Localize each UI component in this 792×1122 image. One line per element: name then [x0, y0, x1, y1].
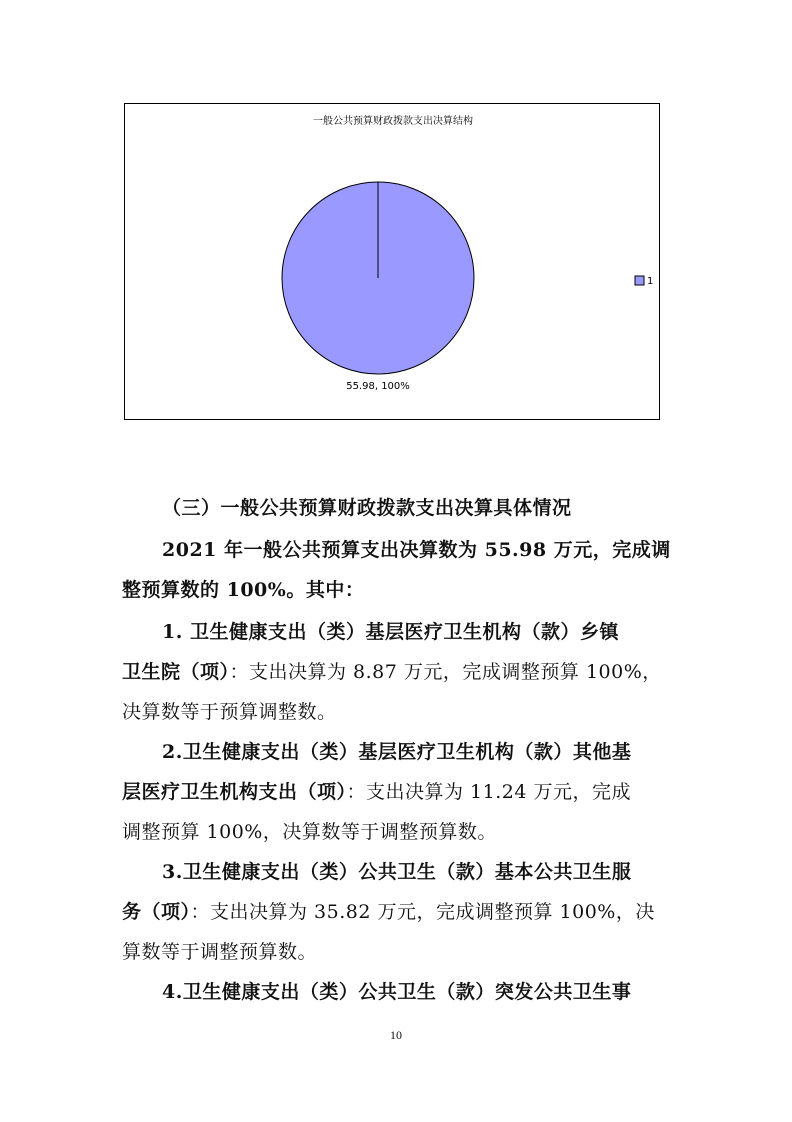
item1-line-2	[122, 660, 674, 684]
item2-line-2-bold: 层医疗卫生机构支出（项）	[122, 781, 347, 803]
legend-label: 1	[647, 276, 654, 287]
item3-line-2-bold: 务（项）	[122, 901, 191, 923]
item1-line-2-rest: ：支出决算为 8.87 万元，完成调整预算 100%，	[229, 661, 662, 683]
section-heading: （三）一般公共预算财政拨款支出决算具体情况	[162, 497, 572, 519]
chart-title: 一般公共预算财政拨款支出决算结构	[313, 116, 473, 127]
item1-line-3: 决算数等于预算调整数。	[122, 701, 337, 723]
item3-line-2-rest: ：支出决算为 35.82 万元，完成调整预算 100%，决	[190, 901, 655, 923]
item1-line-1: 1. 卫生健康支出（类）基层医疗卫生机构（款）乡镇	[162, 621, 619, 643]
pie-chart-svg	[125, 104, 661, 421]
pie-chart	[124, 103, 660, 420]
item3-line-3: 算数等于调整预算数。	[122, 941, 318, 963]
item3-line-1: 3.卫生健康支出（类）公共卫生（款）基本公共卫生服	[162, 861, 632, 883]
page-number: 10	[390, 1028, 402, 1042]
summary-line-1: 2021 年一般公共预算支出决算数为 55.98 万元，完成调	[162, 539, 671, 561]
pie-slices	[282, 182, 474, 374]
pie-data-label: 55.98, 100%	[346, 381, 410, 392]
legend-swatch	[635, 276, 644, 285]
item2-line-1: 2.卫生健康支出（类）基层医疗卫生机构（款）其他基	[162, 741, 632, 763]
item2-line-3: 调整预算 100%，决算数等于调整预算数。	[122, 821, 497, 843]
item3-line-2	[122, 900, 674, 924]
item1-line-2-bold: 卫生院（项）	[122, 661, 230, 683]
item4-line-1: 4.卫生健康支出（类）公共卫生（款）突发公共卫生事	[162, 981, 632, 1003]
item2-line-2-rest: ：支出决算为 11.24 万元，完成	[346, 781, 631, 803]
item2-line-2	[122, 780, 674, 804]
summary-line-2: 整预算数的 100%。其中：	[122, 579, 365, 601]
